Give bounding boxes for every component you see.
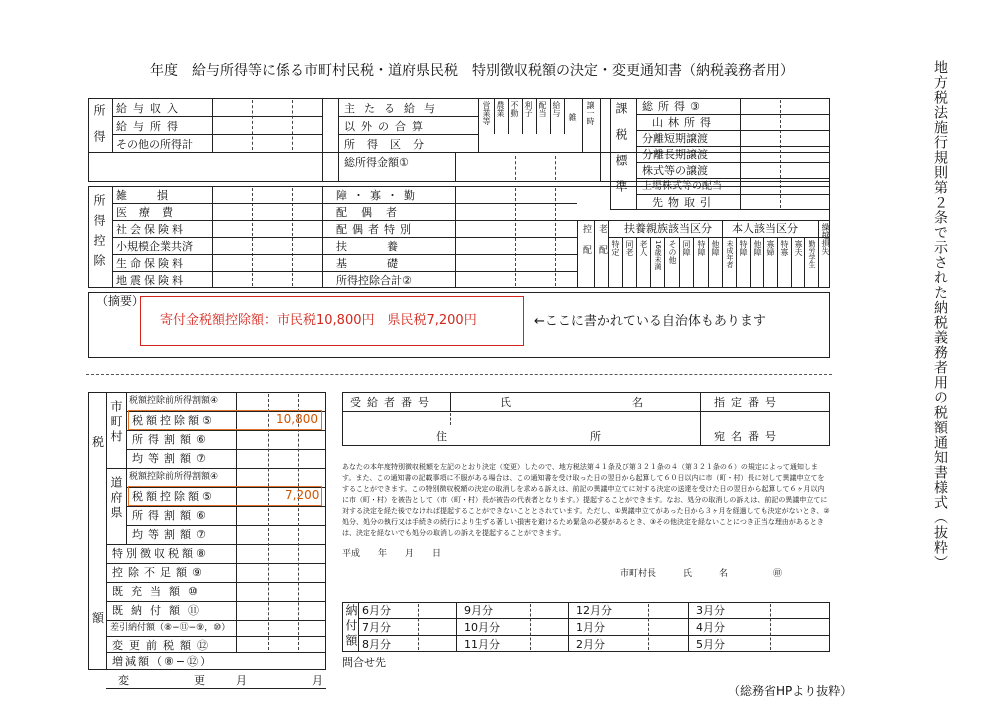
last-col: 繰越損失 (821, 223, 830, 255)
tax-row-3: 既納付額⑪ (112, 604, 207, 617)
date-line: 平成 年 月 日 (342, 549, 442, 559)
tax-label-top: 税 (92, 435, 105, 449)
side-note: 地方税法施行規則第２条で示された納税義務者用の税額通知書様式（抜粋） (932, 60, 948, 570)
ded-left-0: 雑損 (116, 189, 198, 202)
kazei-row-2: 分離短期譲渡 (642, 132, 708, 145)
self-col-4: 特寡 (780, 240, 789, 256)
pay-0-0: 6月分 (362, 604, 391, 617)
tax-row-4: 差引納付額（⑧−⑪−⑨，⑩） (110, 623, 231, 633)
ded-left-5: 地震保険料 (116, 274, 186, 287)
ded-mid-5: 所得控除合計② (336, 274, 412, 287)
form-title: 年度 給与所得等に係る市町村民税・道府県民税 特別徴収税額の決定・変更通知書（納税義務者用） (150, 63, 794, 79)
income-row-1: 給与所得 (116, 120, 184, 133)
address-label-1: 住 (436, 430, 447, 443)
pref-row-2: 所得割額⑥ (132, 509, 211, 522)
kazei-row-3: 分離長期譲渡 (642, 148, 708, 161)
deduction-group-label: 所得控除 (92, 194, 106, 274)
kazei-group-label: 課税標準 (614, 102, 628, 206)
source-note: （総務省HPより抜粋） (728, 684, 853, 698)
ded-mid-0: 障・寡・勤 (336, 189, 421, 202)
section-separator (86, 374, 832, 375)
tax-row-5: 変更前税額⑫ (112, 639, 214, 652)
pay-0-2: 12月分 (576, 604, 612, 617)
other-row-0: 主たる給与 (344, 102, 444, 115)
pref-row-3: 均等割額⑦ (132, 528, 211, 541)
self-col-5: 寡夫 (794, 240, 803, 256)
dep-col-5: 同障 (682, 240, 691, 256)
dependent-header: 扶養親族該当区分 (624, 222, 712, 235)
kazei-row-1: 山林所得 (652, 116, 716, 129)
self-col-2: 他障 (753, 240, 762, 256)
pay-2-3: 5月分 (696, 638, 725, 651)
city-row-0: 税額控除前所得割額④ (129, 396, 219, 406)
payment-label: 納付額 (344, 604, 358, 649)
dep-col-4: その他 (668, 240, 677, 264)
change-row-3: 月 (312, 674, 323, 687)
pay-1-3: 4月分 (696, 621, 725, 634)
pref-row-1: 税額控除額⑤ (132, 490, 215, 503)
memo-highlight-text: 寄付金税額控除額：市民税10,800円 県民税7,200円 (160, 313, 477, 328)
city-label: 市町村 (109, 400, 123, 445)
self-header: 本人該当区分 (732, 222, 798, 235)
self-col-6: 勤労学生 (808, 240, 816, 268)
small-col-1: 老配 (597, 224, 607, 266)
dep-col-2: 老人 (639, 240, 648, 256)
city-row-2: 所得割額⑥ (132, 433, 211, 446)
designated-no-label: 指定番号 (714, 396, 782, 409)
pay-2-1: 11月分 (464, 638, 500, 651)
ded-mid-2: 配偶者特別 (336, 223, 416, 236)
kind-1: 農業 (496, 101, 505, 117)
pay-1-1: 10月分 (464, 621, 500, 634)
kazei-row-0: 総所得③ (642, 100, 705, 113)
self-col-0: 未成年者 (726, 240, 734, 268)
ded-left-3: 小規模企業共済 (116, 240, 193, 253)
kazei-row-5: 上場株式等の配当 (642, 181, 722, 192)
kazei-row-6: 先物取引 (652, 196, 716, 209)
ded-left-4: 生命保険料 (116, 257, 186, 270)
pref-credit-value: 7,200 (285, 488, 320, 502)
kazei-row-4: 株式等の譲渡 (642, 164, 708, 177)
small-col-0: 控配 (581, 224, 591, 266)
city-row-1: 税額控除額⑤ (132, 414, 215, 427)
income-group-label: 所得 (92, 104, 106, 156)
dep-col-6: 特障 (697, 240, 706, 256)
other-row-2: 所得区分 (344, 138, 436, 151)
change-row-0: 変 (118, 674, 129, 687)
kind-2: 不動 (510, 101, 519, 117)
city-row-3: 均等割額⑦ (132, 452, 211, 465)
pay-2-2: 2月分 (576, 638, 605, 651)
pref-label: 道府県 (109, 476, 123, 521)
city-credit-value: 10,800 (276, 412, 318, 426)
pay-0-3: 3月分 (696, 604, 725, 617)
dep-col-1: 同老 (625, 240, 634, 256)
dep-col-0: 特定 (611, 240, 620, 256)
contact-label: 問合せ先 (342, 656, 386, 669)
ded-mid-3: 扶養 (336, 240, 438, 253)
notice-text: あなたの本年度特別徴収税額を左記のとおり決定（変更）したので、地方税法第４１条及び第３２１条の４（第３２１条の６）の規定によって通知します。また、この通知書の記載事項に不服がある場合は、この通知書を受け取った日の翌日から起算して６０日以内に市（町・村）長に対して異議申立てをすることができます。この特別徴収税額の決定の取消しを求める訴えは、前記の異議申立てに対する決定の送達を受けた日の翌日から起算して６ヶ月以内に市（町・村）を被告として（市（町・村）長が被告の代表者となります。）提起することができます。なお、処分の取消しの訴えは、前記の異議申立てに対する決定を経た後でなければ提起することができないこととされています。ただし、①異議申立てがあった日から３ヶ月を経過しても決定がないとき、②処分、処分の執行又は手続きの続行により生ずる著しい損害を避けるため緊急の必要があるとき、③その他決定を経ないことにつき正当な理由があるときは、決定を経ないでも処分の取消しの訴えを提起することができます。 (342, 463, 830, 537)
address-label-2: 所 (590, 430, 601, 443)
kind-7: 譲一時 (586, 101, 595, 125)
self-col-1: 特障 (739, 240, 748, 256)
recipient-name-label-2: 名 (632, 396, 643, 409)
other-row-1: 以外の合算 (344, 120, 429, 133)
tax-label-bottom: 額 (92, 611, 105, 625)
income-row-2: その他の所得計 (116, 138, 193, 151)
ded-left-1: 医療費 (116, 206, 185, 219)
kind-3: 利子 (524, 101, 533, 117)
memo-arrow-note: ←ここに書かれている自治体もあります (534, 314, 766, 329)
mayor-line: 市町村長 氏 名 ㊞ (620, 569, 783, 579)
addressee-no-label: 宛名番号 (714, 430, 782, 443)
pay-2-0: 8月分 (362, 638, 391, 651)
income-total: 総所得金額① (344, 156, 409, 169)
kind-6: 雑 (568, 113, 577, 121)
self-col-3: 寡婦 (766, 240, 775, 256)
ded-mid-4: 基礎 (336, 257, 438, 270)
memo-label: （摘要） (96, 294, 145, 308)
pay-0-1: 9月分 (464, 604, 493, 617)
dep-col-3: 16歳未満 (654, 240, 662, 270)
tax-row-0: 特別徴収税額⑧ (112, 547, 209, 560)
pref-row-0: 税額控除前所得割額④ (129, 472, 219, 482)
change-row-2: 月 (236, 674, 247, 687)
ded-mid-1: 配偶者 (336, 206, 411, 219)
tax-row-1: 控除不足額⑨ (112, 566, 207, 579)
kind-5: 給与 (552, 101, 561, 117)
dep-col-7: 他障 (711, 240, 720, 256)
kind-0: 営業等 (482, 101, 491, 125)
pay-1-2: 1月分 (576, 621, 605, 634)
change-row-1: 更 (194, 674, 205, 687)
income-row-0: 給与収入 (116, 102, 184, 115)
recipient-no-label: 受給者番号 (350, 396, 435, 409)
tax-row-2: 既充当額⑩ (112, 585, 206, 598)
pay-1-0: 7月分 (362, 621, 391, 634)
ded-left-2: 社会保険料 (116, 223, 186, 236)
tax-row-6: 増減額（⑧−⑫） (112, 655, 214, 668)
recipient-name-label-1: 氏 (500, 396, 511, 409)
kind-4: 配当 (538, 101, 547, 117)
